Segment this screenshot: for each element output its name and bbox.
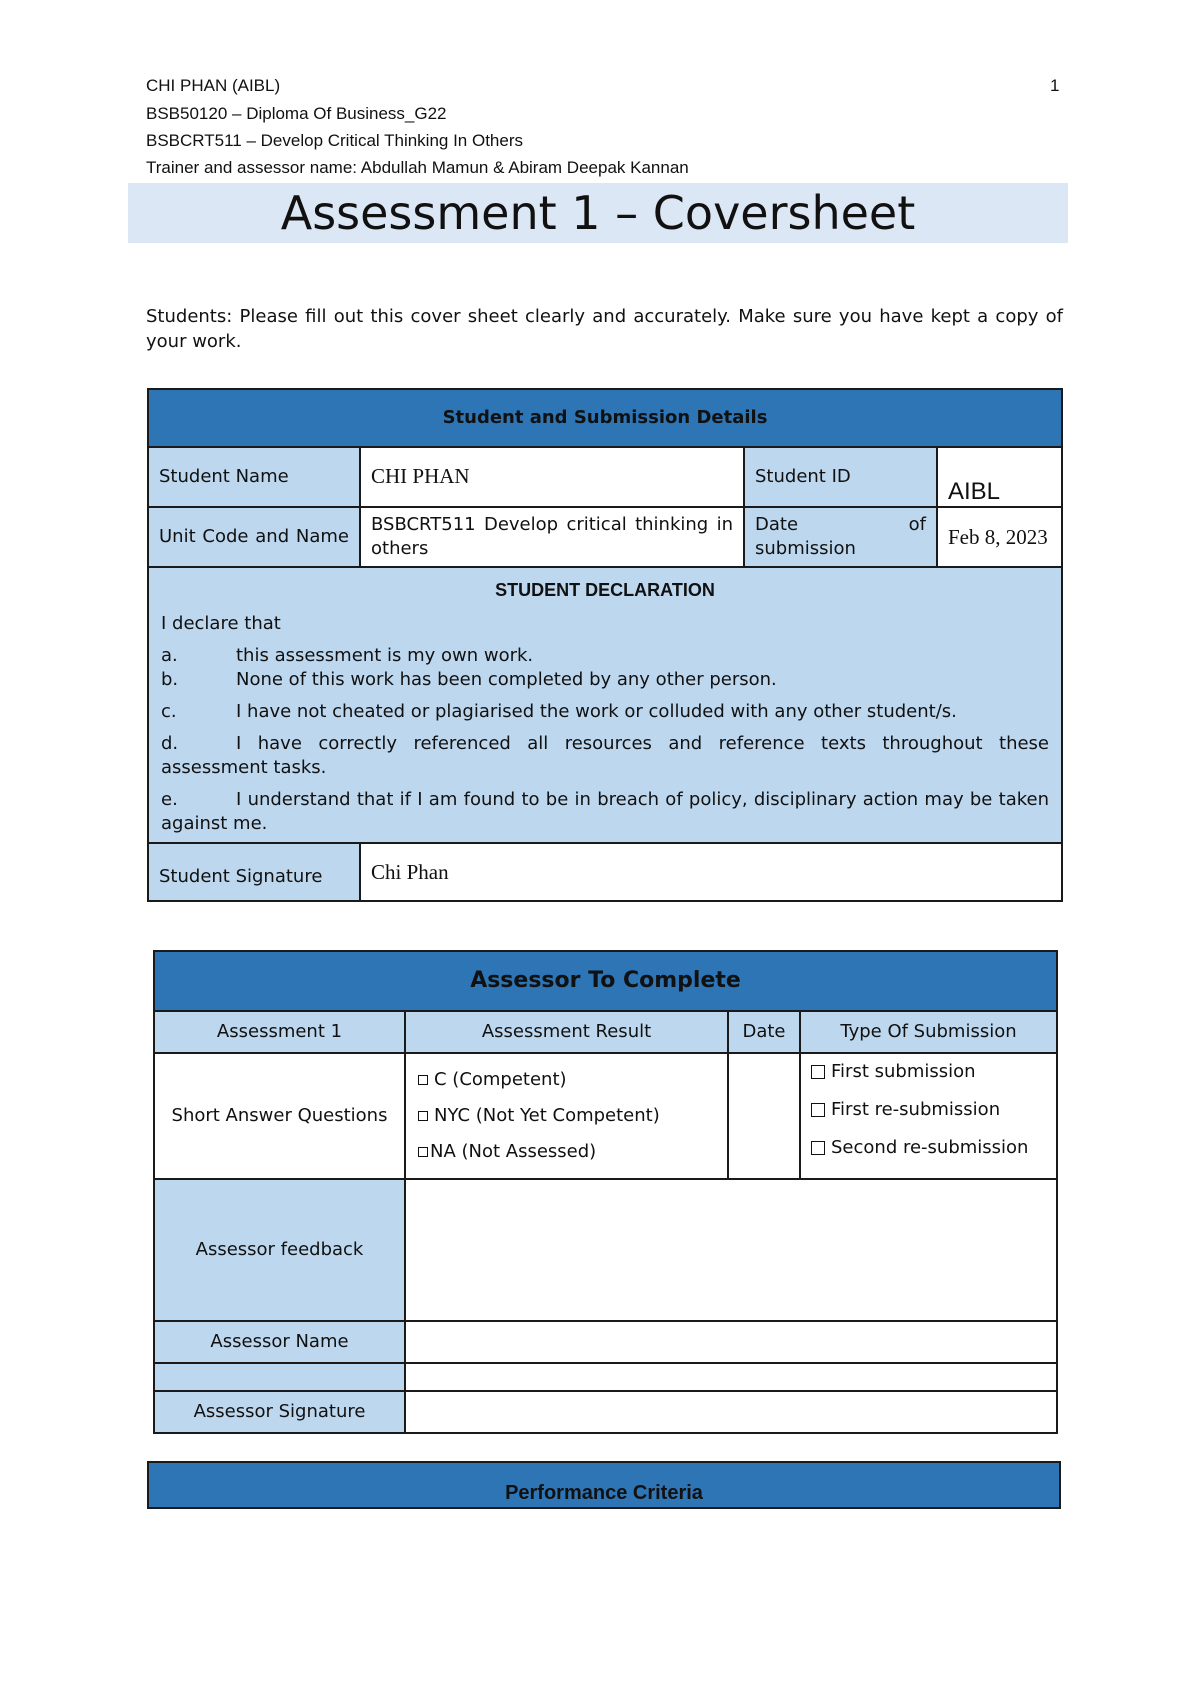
assessment-date-field[interactable] (728, 1053, 800, 1179)
performance-table (147, 1461, 1061, 1509)
submission-first-resubmission[interactable]: First re-submission (811, 1098, 1046, 1122)
blank-row-label (154, 1363, 405, 1391)
assessor-name-field[interactable] (405, 1321, 1057, 1363)
student-details-table (147, 388, 1063, 902)
student-signature-label: Student Signature (148, 843, 360, 901)
checkbox-icon (811, 1141, 825, 1155)
assessor-heading: Assessor To Complete (154, 951, 1057, 1011)
declaration-item: c. I have not cheated or plagiarised the work or colluded with any other student/s. (161, 701, 957, 722)
declaration-item: b. None of this work has been completed by any other person. (161, 669, 777, 690)
checkbox-icon (811, 1065, 825, 1079)
date-label: Date of submission (744, 507, 937, 567)
result-option-c[interactable]: C (Competent) (418, 1068, 715, 1092)
student-signature-field[interactable]: Chi Phan (360, 843, 1062, 901)
result-option-na[interactable]: NA (Not Assessed) (418, 1140, 715, 1164)
assessor-name-label: Assessor Name (154, 1321, 405, 1363)
assessor-signature-label: Assessor Signature (154, 1391, 405, 1433)
declaration-heading: STUDENT DECLARATION (495, 580, 715, 600)
assessor-table (153, 950, 1058, 1434)
blank-row-field[interactable] (405, 1363, 1057, 1391)
unit-field[interactable]: BSBCRT511 Develop critical thinking in others (360, 507, 744, 567)
performance-heading: Performance Criteria (148, 1462, 1060, 1508)
student-name-label: Student Name (148, 447, 360, 507)
student-id-label: Student ID (744, 447, 937, 507)
result-option-nyc[interactable]: NYC (Not Yet Competent) (418, 1104, 715, 1128)
unit-label: Unit Code and Name (148, 507, 360, 567)
page-title: Assessment 1 – Coversheet (128, 183, 1068, 243)
header-course: BSB50120 – Diploma Of Business_G22 (146, 104, 447, 123)
col-result: Assessment Result (405, 1011, 728, 1053)
intro-text: Students: Please fill out this cover sheet clearly and accurately. Make sure you have kept a copy of your work. (146, 306, 1063, 352)
assessor-signature-field[interactable] (405, 1391, 1057, 1433)
checkbox-icon (418, 1075, 428, 1085)
declaration-item: a. this assessment is my own work. (161, 645, 534, 666)
student-id-field[interactable]: AIBL (937, 447, 1062, 507)
col-date: Date (728, 1011, 800, 1053)
header-unit: BSBCRT511 – Develop Critical Thinking In Others (146, 131, 524, 150)
assessor-feedback-label: Assessor feedback (154, 1179, 405, 1321)
declaration-section (148, 567, 1062, 843)
date-field[interactable]: Feb 8, 2023 (937, 507, 1062, 567)
page-number: 1 (1050, 76, 1060, 95)
submission-type-options (800, 1053, 1057, 1179)
submission-first[interactable]: First submission (811, 1060, 1046, 1084)
assessor-feedback-field[interactable] (405, 1179, 1057, 1321)
declaration-intro: I declare that (161, 613, 281, 634)
header-student: CHI PHAN (AIBL) (146, 76, 281, 95)
checkbox-icon (418, 1147, 428, 1157)
col-assessment: Assessment 1 (154, 1011, 405, 1053)
col-type: Type Of Submission (800, 1011, 1057, 1053)
submission-second-resubmission[interactable]: Second re-submission (811, 1136, 1046, 1160)
student-details-heading: Student and Submission Details (148, 389, 1062, 447)
checkbox-icon (418, 1111, 428, 1121)
declaration-item: d. I have correctly referenced all resources and reference texts throughout these assessment tasks. (161, 733, 1049, 778)
checkbox-icon (811, 1103, 825, 1117)
header-trainer: Trainer and assessor name: Abdullah Mamun & Abiram Deepak Kannan (146, 158, 689, 177)
result-options (405, 1053, 728, 1179)
student-name-field[interactable]: CHI PHAN (360, 447, 744, 507)
declaration-item: e. I understand that if I am found to be in breach of policy, disciplinary action may be taken against me. (161, 789, 1049, 834)
short-answer-label: Short Answer Questions (154, 1053, 405, 1179)
